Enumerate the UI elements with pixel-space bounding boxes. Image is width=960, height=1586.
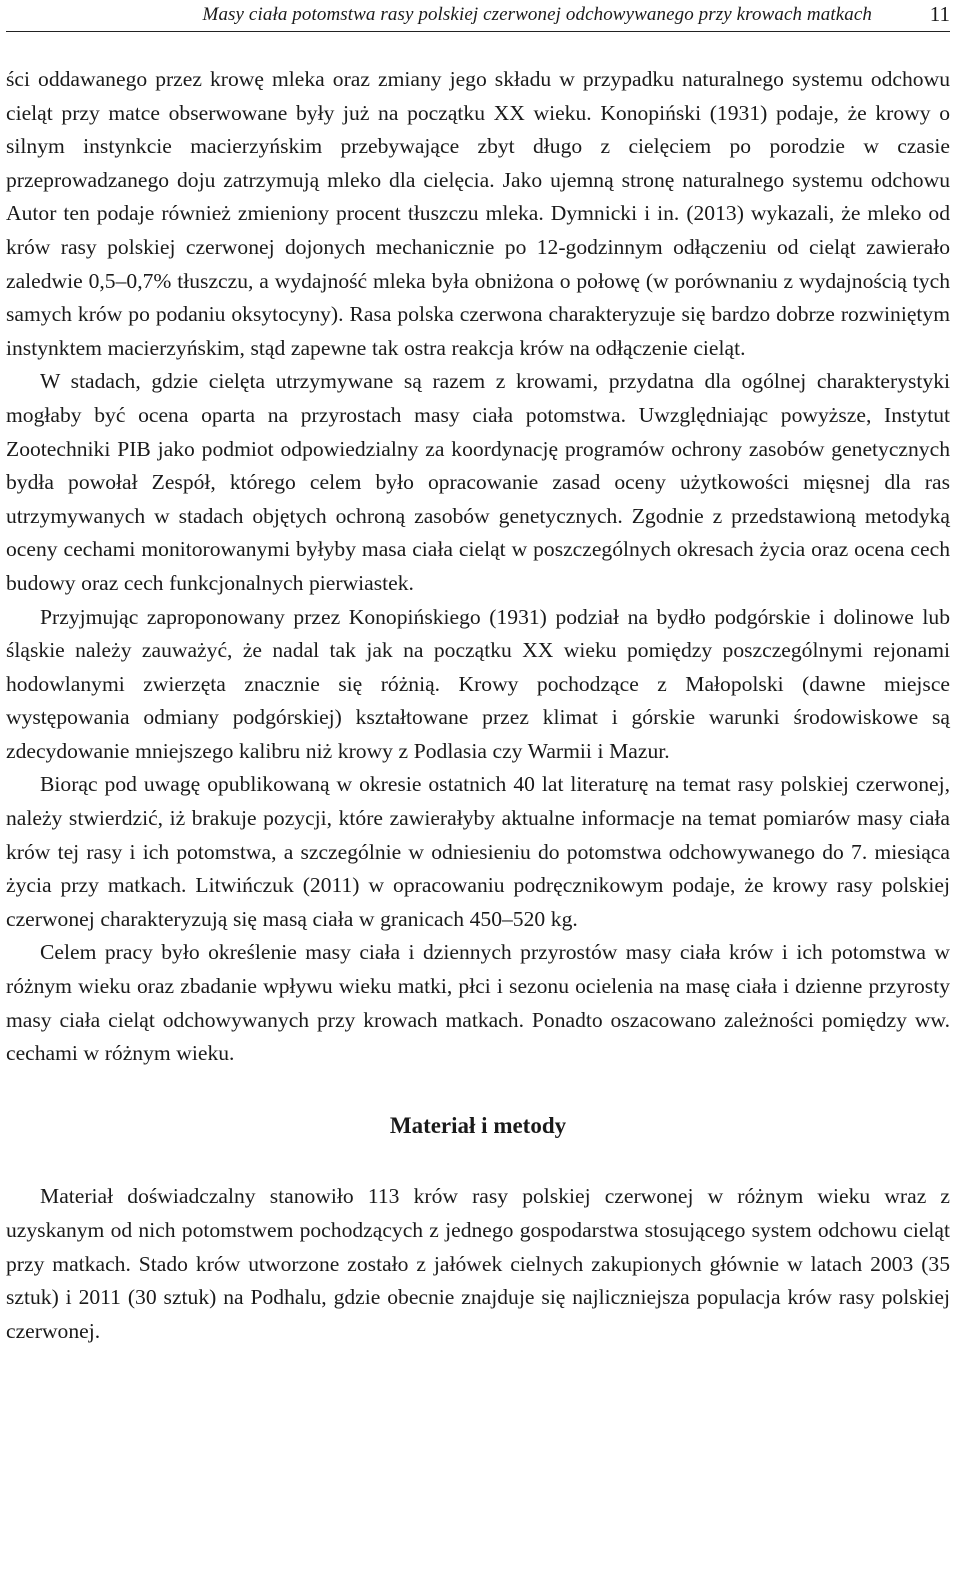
paragraph-2: W stadach, gdzie cielęta utrzymywane są razem z krowami, przydatna dla ogólnej charakterystyki mogłaby być ocena oparta na przyrostach masy ciała potomstwa. Uwzględniając powyższe, Instytut Zootechniki PIB jako podmiot odpowiedzialny za koordynację programów ochrony zasobów genetycznych bydła powołał Zespół, którego celem było opracowanie zasad oceny użytkowości mięsnej dla ras utrzymywanych w stadach objętych ochroną zasobów genetycznych. Zgodnie z przedstawioną metodyką oceny cechami monitorowanymi byłyby masa ciała cieląt w poszczególnych okresach życia oraz ocena cech budowy oraz cech funkcjonalnych pierwiastek.: [6, 369, 950, 595]
body-text: [6, 63, 950, 1348]
page-number: 11: [929, 2, 950, 26]
document-page: [6, 0, 950, 1348]
paragraph-5: Celem pracy było określenie masy ciała i dziennych przyrostów masy ciała krów i ich potomstwa w różnym wieku oraz zbadanie wpływu wieku matki, płci i sezonu ocielenia na masę ciała i dzienne przyrosty masy ciała cieląt odchowywanych przy krowach matkach. Ponadto oszacowano zależności pomiędzy ww. cechami w różnym wieku.: [6, 940, 950, 1066]
running-header: [6, 0, 950, 32]
paragraph-1: ści oddawanego przez krowę mleka oraz zmiany jego składu w przypadku naturalnego systemu odchowu cieląt przy matce obserwowane były już na początku XX wieku. Konopiński (1931) podaje, że krowy o silnym instynkcie macierzyńskim przebywające zbyt długo z cielęciem po porodzie w czasie przeprowadzanego doju zatrzymują mleko dla cielęcia. Jako ujemną stronę naturalnego systemu odchowu Autor ten podaje również zmieniony procent tłuszczu mleka. Dymnicki i in. (2013) wykazali, że mleko od krów rasy polskiej czerwonej dojonych mechanicznie po 12-godzinnym odłączeniu od cieląt zawierało zaledwie 0,5–0,7% tłuszczu, a wydajność mleka była obniżona o połowę (w porównaniu z wydajnością tych samych krów po podaniu oksytocyny). Rasa polska czerwona charakteryzuje się bardzo dobrze rozwiniętym instynktem macierzyńskim, stąd zapewne tak ostra reakcja krów na odłączenie cieląt.: [6, 67, 950, 360]
paragraph-3: Przyjmując zaproponowany przez Konopińskiego (1931) podział na bydło podgórskie i dolinowe lub śląskie należy zauważyć, że nadal tak jak na początku XX wieku pomiędzy poszczególnymi rejonami hodowlanymi zwierzęta znacznie się różnią. Krowy pochodzące z Małopolski (dawne miejsce występowania odmiany podgórskiej) kształtowane przez klimat i górskie warunki środowiskowe są zdecydowanie mniejszego kalibru niż krowy z Podlasia czy Warmii i Mazur.: [6, 604, 950, 763]
section-paragraph-1: Materiał doświadczalny stanowiło 113 krów rasy polskiej czerwonej w różnym wieku wraz z uzyskanym od nich potomstwem pochodzących z jednego gospodarstwa stosującego system odchowu cieląt przy matkach. Stado krów utworzone zostało z jałówek cielnych zakupionych głównie w latach 2003 (35 sztuk) i 2011 (30 sztuk) na Podhalu, gdzie obecnie znajduje się najliczniejsza populacja krów rasy polskiej czerwonej.: [6, 1184, 950, 1343]
running-title: Masy ciała potomstwa rasy polskiej czerwonej odchowywanego przy krowach matkach: [202, 4, 872, 25]
section-heading: Materiał i metody: [389, 1112, 567, 1138]
paragraph-4: Biorąc pod uwagę opublikowaną w okresie ostatnich 40 lat literaturę na temat rasy polskiej czerwonej, należy stwierdzić, iż brakuje pozycji, które zawierałyby aktualne informacje na temat pomiarów masy ciała krów tej rasy i ich potomstwa, a szczególnie w odniesieniu do potomstwa odchowywanego do 7. miesiąca życia przy matkach. Litwińczuk (2011) w opracowaniu podręcznikowym podaje, że krowy rasy polskiej czerwonej charakteryzują się masą ciała w granicach 450–520 kg.: [6, 772, 950, 931]
